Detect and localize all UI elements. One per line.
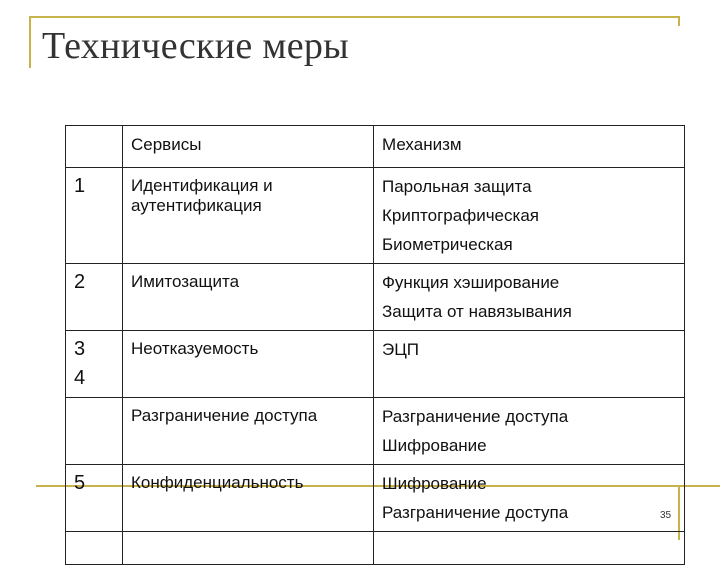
row-number-3: 3 bbox=[74, 338, 86, 360]
header-cell-number bbox=[66, 126, 123, 168]
empty-cell bbox=[123, 532, 374, 565]
mechanism-cell bbox=[374, 465, 685, 532]
table-row bbox=[66, 331, 685, 398]
table-header-row bbox=[66, 126, 685, 168]
header-cell-services: Сервисы bbox=[123, 126, 374, 168]
mechanism-cell bbox=[374, 398, 685, 465]
service-name: Идентификация и аутентификация bbox=[131, 176, 273, 215]
mechanism-item: Разграничение доступа bbox=[382, 407, 569, 426]
row-number: 2 bbox=[66, 264, 123, 331]
table-row bbox=[66, 398, 685, 465]
service-name: Разграничение доступа bbox=[131, 406, 318, 425]
mechanism-item: Шифрование bbox=[382, 436, 487, 455]
slide-title: Технические меры bbox=[42, 25, 349, 67]
service-cell bbox=[123, 168, 374, 264]
row-number-empty bbox=[66, 398, 123, 465]
frame-right-line bbox=[678, 16, 680, 26]
mechanism-item: Защита от навязывания bbox=[382, 302, 572, 321]
service-name: Имитозащита bbox=[131, 272, 240, 291]
empty-cell bbox=[374, 532, 685, 565]
row-number bbox=[66, 331, 123, 398]
header-cell-mechanism: Механизм bbox=[374, 126, 685, 168]
mechanism-item: Биометрическая bbox=[382, 235, 513, 254]
service-cell bbox=[123, 398, 374, 465]
mechanism-item: Разграничение доступа bbox=[382, 503, 569, 522]
services-table bbox=[65, 125, 685, 565]
mechanism-item: Криптографическая bbox=[382, 206, 539, 225]
row-number-4: 4 bbox=[74, 367, 86, 389]
mechanism-cell bbox=[374, 168, 685, 264]
mechanism-cell bbox=[374, 331, 685, 398]
mechanism-item: Шифрование bbox=[382, 474, 487, 493]
table-row bbox=[66, 264, 685, 331]
row-number: 1 bbox=[66, 168, 123, 264]
mechanism-item: Функция хэширование bbox=[382, 273, 560, 292]
service-name: Неотказуемость bbox=[131, 339, 259, 358]
frame-top-line bbox=[30, 16, 680, 18]
service-name: Конфиденциальность bbox=[131, 473, 304, 492]
frame-left-line bbox=[29, 16, 31, 68]
empty-cell bbox=[66, 532, 123, 565]
service-cell bbox=[123, 264, 374, 331]
table-row bbox=[66, 465, 685, 532]
table-row-empty bbox=[66, 532, 685, 565]
service-cell bbox=[123, 331, 374, 398]
row-number: 5 bbox=[66, 465, 123, 532]
mechanism-cell bbox=[374, 264, 685, 331]
mechanism-item: ЭЦП bbox=[382, 340, 420, 359]
page-number: 35 bbox=[660, 510, 672, 521]
table-row bbox=[66, 168, 685, 264]
mechanism-item: Парольная защита bbox=[382, 177, 532, 196]
service-cell bbox=[123, 465, 374, 532]
